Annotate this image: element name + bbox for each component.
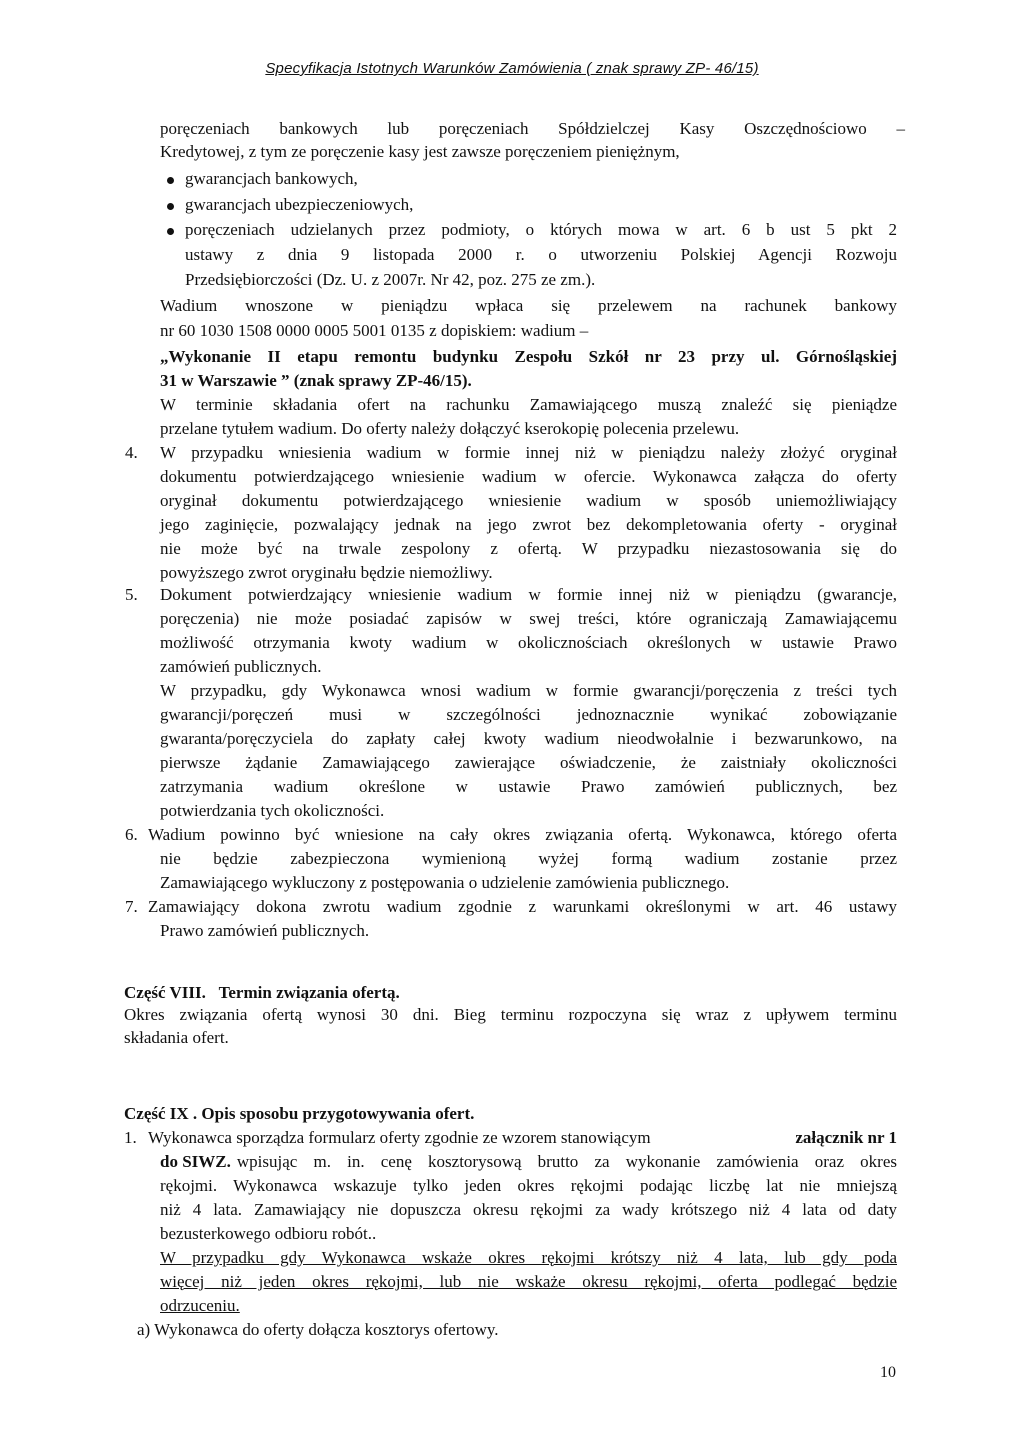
page-number: 10: [880, 1364, 896, 1381]
item-number: 5.: [125, 585, 138, 604]
part9-item1-text: Wykonawca sporządza formularz oferty zgodnie ze wzorem stanowiącym: [148, 1128, 651, 1147]
bullet-item: poręczeniach udzielanych przez podmioty, o których mowa w art. 6 b ust 5 pkt 2: [185, 220, 897, 239]
section-heading: Część IX . Opis sposobu przygotowywania ofert.: [124, 1104, 475, 1123]
item6-text: Zamawiającego wykluczony z postępowania o udzielenie zamówienia publicznego.: [160, 873, 730, 892]
item5-text: gwarancji/poręczeń musi w szczególności jednoznacznie wynikać zobowiązanie: [160, 705, 897, 724]
item7-text: Prawo zamówień publicznych.: [160, 921, 370, 940]
attachment-ref: załącznik nr 1: [795, 1128, 897, 1147]
bullet-icon: [167, 228, 174, 235]
item5-text: Dokument potwierdzający wniesienie wadium w formie innej niż w pieniądzu (gwarancje,: [160, 585, 897, 604]
bullet-icon: [167, 203, 174, 210]
item5-text: W przypadku, gdy Wykonawca wnosi wadium w formie gwarancji/poręczenia z treści tych: [160, 681, 897, 700]
rekojmi-warning: W przypadku gdy Wykonawca wskaże okres rękojmi krótszy niż 4 lata, lub gdy poda: [160, 1248, 897, 1267]
rekojmi-warning: więcej niż jeden okres rękojmi, lub nie wskaże okresu rękojmi, oferta podlegać będzie: [160, 1272, 897, 1291]
intro-line: Kredytowej, z tym ze poręczenie kasy jest zawsze poręczeniem pieniężnym,: [160, 142, 680, 161]
term-paragraph: W terminie składania ofert na rachunku Zamawiającego muszą znaleźć się pieniądze: [160, 395, 897, 414]
bullet-item: gwarancjach bankowych,: [185, 169, 358, 188]
part8-text: Okres związania ofertą wynosi 30 dni. Bieg terminu rozpoczyna się wraz z upływem terminu: [124, 1005, 897, 1024]
bullet-icon: [167, 177, 174, 184]
part9-item1-line: [160, 1151, 897, 1173]
item-number: 6.: [125, 825, 138, 844]
document-header: Specyfikacja Istotnych Warunków Zamówienia ( znak sprawy ZP- 46/15): [265, 60, 759, 77]
bullet-item: gwarancjach ubezpieczeniowych,: [185, 195, 414, 214]
part9-item1-text: niż 4 lata. Zamawiający nie dopuszcza okresu rękojmi za wady krótszego niż 4 lata od daty: [160, 1200, 897, 1219]
part8-text: składania ofert.: [124, 1028, 229, 1047]
part9-item1-text: bezusterkowego odbioru robót..: [160, 1224, 377, 1243]
item-number: 7.: [125, 897, 138, 916]
rekojmi-warning: odrzuceniu.: [160, 1296, 240, 1315]
item4-text: dokumentu potwierdzającego wniesienie wadium w ofercie. Wykonawca załącza do oferty: [160, 467, 897, 486]
item6-text: nie będzie zabezpieczona wymienioną wyżej formą wadium zostanie przez: [160, 849, 897, 868]
item4-text: nie może być na trwale zespolony z ofertą. W przypadku niezastosowania się do: [160, 539, 897, 558]
bullet-item-cont: ustawy z dnia 9 listopada 2000 r. o utworzeniu Polskiej Agencji Rozwoju: [185, 245, 897, 264]
bank-account: nr 60 1030 1508 0000 0005 5001 0135 z dopiskiem: wadium –: [160, 321, 589, 340]
wadium-title: „Wykonanie II etapu remontu budynku Zespołu Szkół nr 23 przy ul. Górnośląskiej: [160, 347, 897, 366]
item5-text: zamówień publicznych.: [160, 657, 322, 676]
item4-text: W przypadku wniesienia wadium w formie innej niż w pieniądzu należy złożyć oryginał: [160, 443, 897, 462]
item4-text: oryginał dokumentu potwierdzającego wniesienie wadium w sposób uniemożliwiający: [160, 491, 897, 510]
item7-text: Zamawiający dokona zwrotu wadium zgodnie z warunkami określonymi w art. 46 ustawy: [148, 897, 897, 916]
item5-text: pierwsze żądanie Zamawiającego zawierające oświadczenie, że zaistniały okoliczności: [160, 753, 897, 772]
item5-text: możliwość otrzymania kwoty wadium w okolicznościach określonych w ustawie Prawo: [160, 633, 897, 652]
item-number: 4.: [125, 443, 138, 462]
wadium-title: 31 w Warszawie ” (znak sprawy ZP-46/15).: [160, 371, 472, 390]
item5-text: zatrzymania wadium określone w ustawie Prawo zamówień publicznych, bez: [160, 777, 897, 796]
section-heading: [124, 982, 400, 1004]
item-number: 1.: [124, 1128, 137, 1147]
item5-text: gwaranta/poręczyciela do zapłaty całej kwoty wadium nieodwołalnie i bezwarunkowo, na: [160, 729, 897, 748]
part9-item1-text: wpisując m. in. cenę kosztorysową brutto za wykonanie zamówienia oraz okres: [236, 1152, 897, 1171]
part9-item1-text: rękojmi. Wykonawca wskazuje tylko jeden okres rękojmi podając liczbę lat nie mniejszą: [160, 1176, 897, 1195]
item4-text: powyższego zwrot oryginału będzie niemożliwy.: [160, 563, 493, 582]
part9-item-a: a) Wykonawca do oferty dołącza kosztorys ofertowy.: [137, 1320, 499, 1339]
part9-item1-line: [148, 1127, 897, 1149]
item6-text: Wadium powinno być wniesione na cały okres związania ofertą. Wykonawca, którego oferta: [148, 825, 897, 844]
bullet-item-cont: Przedsiębiorczości (Dz. U. z 2007r. Nr 42, poz. 275 ze zm.).: [185, 270, 596, 289]
section-title: Termin związania ofertą.: [218, 983, 400, 1002]
wadium-paragraph: Wadium wnoszone w pieniądzu wpłaca się przelewem na rachunek bankowy: [160, 296, 897, 315]
siwz-ref: do SIWZ.: [160, 1152, 231, 1171]
section-number: Część VIII.: [124, 983, 206, 1002]
intro-line: poręczeniach bankowych lub poręczeniach Spółdzielczej Kasy Oszczędnościowo –: [160, 119, 905, 138]
item5-text: potwierdzania tych okoliczności.: [160, 801, 385, 820]
item5-text: poręczenia) nie może posiadać zapisów w swej treści, które ograniczają Zamawiającemu: [160, 609, 897, 628]
item4-text: jego zaginięcie, pozwalający jednak na jego zwrot bez dekompletowania oferty - oryginał: [160, 515, 897, 534]
term-paragraph: przelane tytułem wadium. Do oferty należy dołączyć kserokopię polecenia przelewu.: [160, 419, 740, 438]
